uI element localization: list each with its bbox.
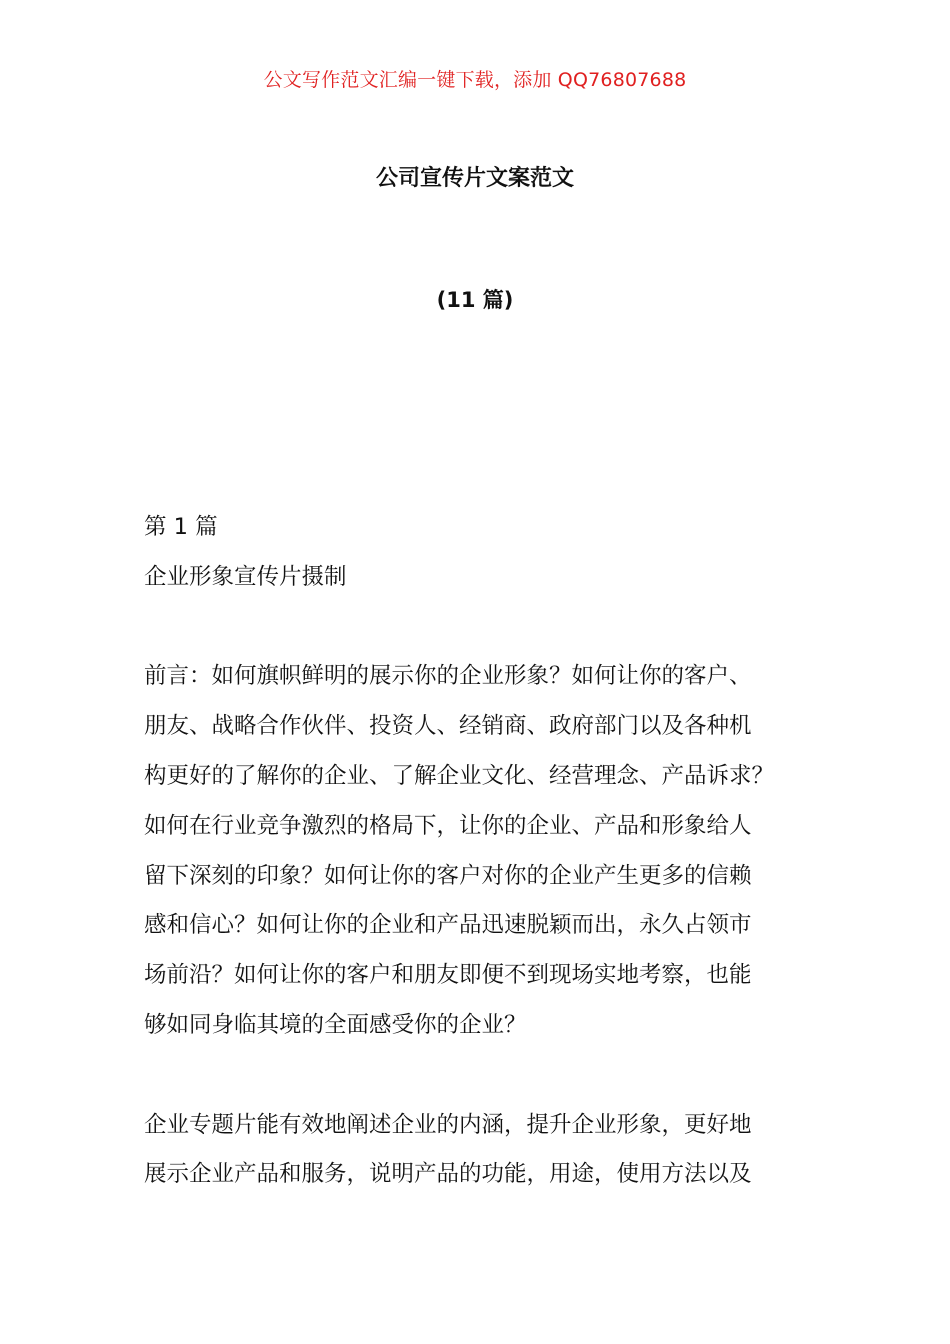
- paragraph-line: 构更好的了解你的企业、了解企业文化、经营理念、产品诉求？: [144, 762, 775, 789]
- paragraph-feature-film: [144, 1101, 834, 1201]
- paragraph-line: 场前沿？如何让你的客户和朋友即便不到现场实地考察，也能: [144, 962, 752, 989]
- paragraph-line: 留下深刻的印象？如何让你的客户对你的企业产生更多的信赖: [144, 862, 752, 889]
- section-heading: 企业形象宣传片摄制: [144, 563, 347, 590]
- paragraph-gap: [144, 1051, 834, 1101]
- section-number: 第 1 篇: [144, 514, 218, 540]
- document-subtitle: (11 篇): [436, 288, 514, 312]
- document-title: 公司宣传片文案范文: [375, 166, 574, 191]
- paragraph-line: 企业专题片能有效地阐述企业的内涵，提升企业形象，更好地: [144, 1111, 752, 1138]
- paragraph-line: 朋友、战略合作伙伴、投资人、经销商、政府部门以及各种机: [144, 713, 752, 740]
- paragraph-line: 前言：如何旗帜鲜明的展示你的企业形象？如何让你的客户、: [144, 663, 752, 690]
- document-body: [144, 503, 834, 1200]
- download-notice: 公文写作范文汇编一键下载，添加 QQ76807688: [263, 69, 687, 91]
- paragraph-line: 够如同身临其境的全面感受你的企业？: [144, 1011, 527, 1038]
- paragraph-preface: [144, 652, 834, 1050]
- paragraph-gap: [144, 603, 834, 653]
- paragraph-line: 展示企业产品和服务，说明产品的功能，用途，使用方法以及: [144, 1161, 752, 1188]
- paragraph-line: 感和信心？如何让你的企业和产品迅速脱颖而出，永久占领市: [144, 912, 752, 939]
- paragraph-line: 如何在行业竞争激烈的格局下，让你的企业、产品和形象给人: [144, 812, 752, 839]
